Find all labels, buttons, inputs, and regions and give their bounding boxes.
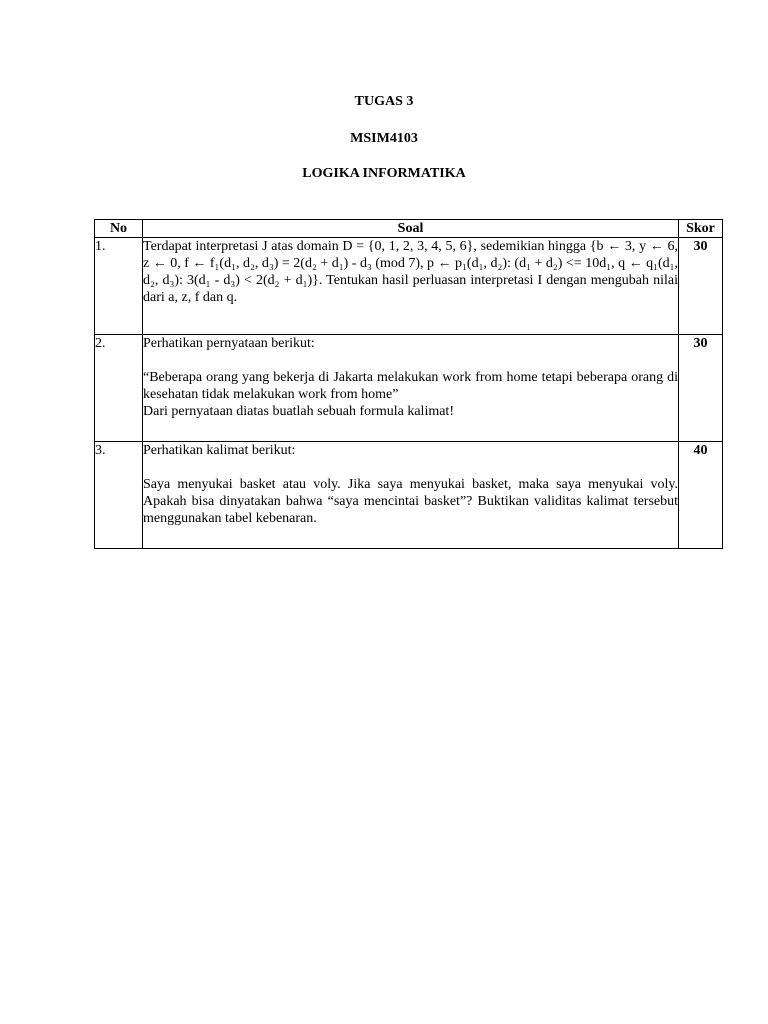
column-header-soal: Soal <box>143 220 679 238</box>
table-header-row <box>95 220 723 238</box>
question-body <box>143 442 679 549</box>
table-row <box>95 442 723 549</box>
questions-table <box>94 219 723 549</box>
table-row <box>95 335 723 442</box>
question-text: Terdapat interpretasi J atas domain D = {0, 1, 2, 3, 4, 5, 6}, sedemikian hingga {b ← 3, y ← 6, z ← 0, f ← f₁(d₁, d₂, d₃) = 2(d₂ + d₁) - d₃ (mod 7), p ← p₁(d₁, d₂): (d₁ + d₂) <= 10d₁, q ← q₁(d₁, d₂, d₃): 3(d₁ - d₃) < 2(d₂ + d₁)}. Tentukan hasil perluasan interpretasi I dengan mengubah nilai dari a, z, f dan q. <box>143 238 679 335</box>
question-instruction: Dari pernyataan diatas buatlah sebuah formula kalimat! <box>143 404 454 419</box>
question-body <box>143 335 679 442</box>
course-subject: LOGIKA INFORMATIKA <box>302 166 466 181</box>
question-text: Saya menyukai basket atau voly. Jika saya menyukai basket, maka saya menyukai voly. Apakah bisa dinyatakan bahwa “saya mencintai basket”? Buktikan validitas kalimat tersebut menggunakan tabel kebenaran. <box>143 477 678 526</box>
question-number: 2. <box>95 335 143 442</box>
question-intro: Perhatikan pernyataan berikut: <box>143 336 315 351</box>
table-row <box>95 238 723 335</box>
course-code: MSIM4103 <box>350 131 418 146</box>
column-header-skor: Skor <box>679 220 723 238</box>
question-number: 3. <box>95 442 143 549</box>
question-intro: Perhatikan kalimat berikut: <box>143 443 296 458</box>
question-score: 40 <box>679 442 723 549</box>
question-number: 1. <box>95 238 143 335</box>
assignment-title: TUGAS 3 <box>354 94 414 109</box>
question-score: 30 <box>679 335 723 442</box>
column-header-no: No <box>95 220 143 238</box>
question-score: 30 <box>679 238 723 335</box>
question-quote: “Beberapa orang yang bekerja di Jakarta melakukan work from home tetapi beberapa orang di kesehatan tidak melakukan work from home” <box>143 370 678 402</box>
